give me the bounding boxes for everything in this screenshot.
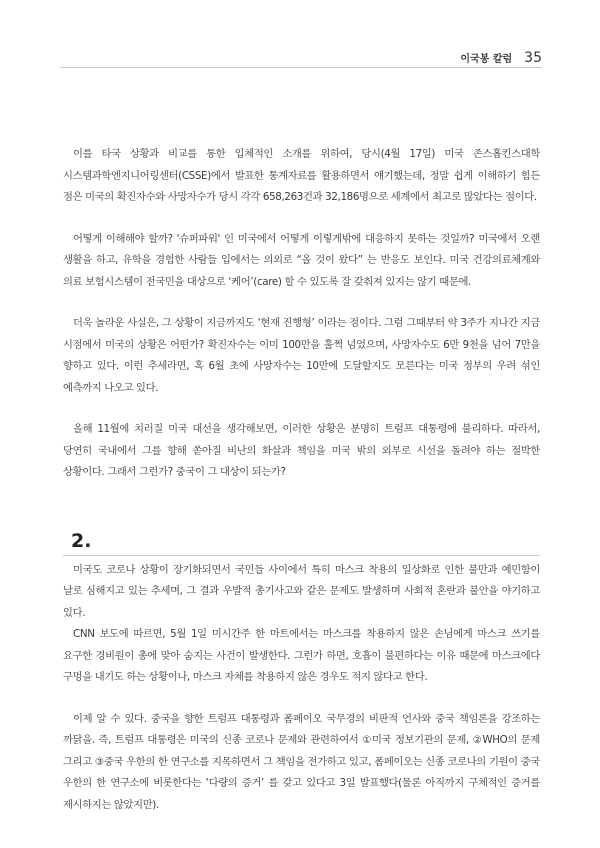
paragraph-intro-4: 올해 11월에 치러질 미국 대선을 생각해보면, 이러한 상황은 분명히 트럼프 대통령에 불리하다. 따라서, 당연히 국내에서 그를 향해 쏟아질 비난의 화살과 책임을 미국 밖의 외부로 시선을 돌려야 하는 절박한 상황이다. 그래서 그런가? 중국이 그 대상이 되는가? xyxy=(63,423,540,478)
column-title: 이국봉 칼럼 xyxy=(460,54,513,65)
article-body xyxy=(63,144,540,816)
paragraph-section-3: 이제 알 수 있다. 중국을 향한 트럼프 대통령과 폼페이오 국무경의 비판적 언사와 중국 책임론을 강조하는 까닭을. 즉, 트럼프 대통령은 미국의 신종 코로나 문제와 관련하여서 ①미국 정보기관의 문제, ②WHO의 문제 그리고 ③중국 우한의 한 연구소를 지목하면서 그 책임을 전가하고 있고, 폼페이오는 신종 코로나의 기원이 중국 우한의 한 연구소에 비롯한다는 ‘다량의 증거’ 를 갖고 있다고 3일 발표했다(물론 아직까지 구체적인 증거를 제시하지는 않았지만). xyxy=(63,712,540,811)
section-divider xyxy=(63,555,540,556)
running-header xyxy=(460,50,542,66)
paragraph-section-1: 미국도 코로나 상황이 장기화되면서 국민들 사이에서 특히 마스크 착용의 일상화로 인한 불만과 예민함이 날로 심해지고 있는 추세며, 그 결과 우발적 총기사고와 같은 문제도 발생하며 사회적 혼란과 불안을 야기하고 있다. xyxy=(63,563,540,619)
paragraph-intro-2: 어떻게 이해해야 할까? '슈퍼파워' 인 미국에서 어떻게 이렇게밖에 대응하지 못하는 것일까? 미국에서 오랜 생활을 하고, 유학을 경험한 사람들 입에서는 의외로 “올 것이 왔다” 는 반응도 보인다. 미국 건강의료체계와 의료 보험시스템이 전국민을 대상으로 ‘케어’(care) 할 수 있도록 잘 갖춰져 있지는 않기 때문에. xyxy=(63,232,540,288)
section-number: 2. xyxy=(71,529,92,552)
page-number: 35 xyxy=(524,50,542,66)
paragraph-intro-1: 이를 타국 상황과 비교를 통한 입체적인 소개를 위하여, 당시(4월 17일) 미국 존스홉킨스대학 시스템과학엔지니어링센터(CSSE)에서 발표한 통계자료를 활용하면서 얘기했는데, 정말 쉽게 이해하기 힘든 점은 미국의 확진자수와 사망자수가 당시 각각 658,263건과 32,186명으로 세계에서 최고로 많았다는 점이다. xyxy=(63,148,540,203)
paragraph-section-2: CNN 보도에 따르면, 5월 1일 미시간주 한 마트에서는 마스크를 착용하지 않은 손님에게 마스크 쓰기를 요구한 경비원이 총에 맞아 숨지는 사건이 발생한다. 그런가 하면, 호흡이 불편하다는 이유 때문에 마스크에다 구멍을 내기도 하는 상황이나, 마스크 자체를 착용하지 않은 경우도 적지 않다고 한다. xyxy=(63,628,540,683)
header-divider xyxy=(60,67,542,68)
paragraph-intro-3: 더욱 놀라운 사실은, 그 상황이 지금까지도 ‘현재 진행형’ 이라는 점이다. 그럼 그때부터 약 3주가 지나간 지금 시점에서 미국의 상황은 어떤가? 확진자수는 이미 100만을 훌쩍 넘었으며, 사망자수도 6만 9천을 넘어 7만을 향하고 있다. 이런 추세라면, 혹 6월 초에 사망자수는 10만에 도달할지도 모른다는 미국 정부의 우려 섞인 예측까지 나오고 있다. xyxy=(63,317,540,394)
